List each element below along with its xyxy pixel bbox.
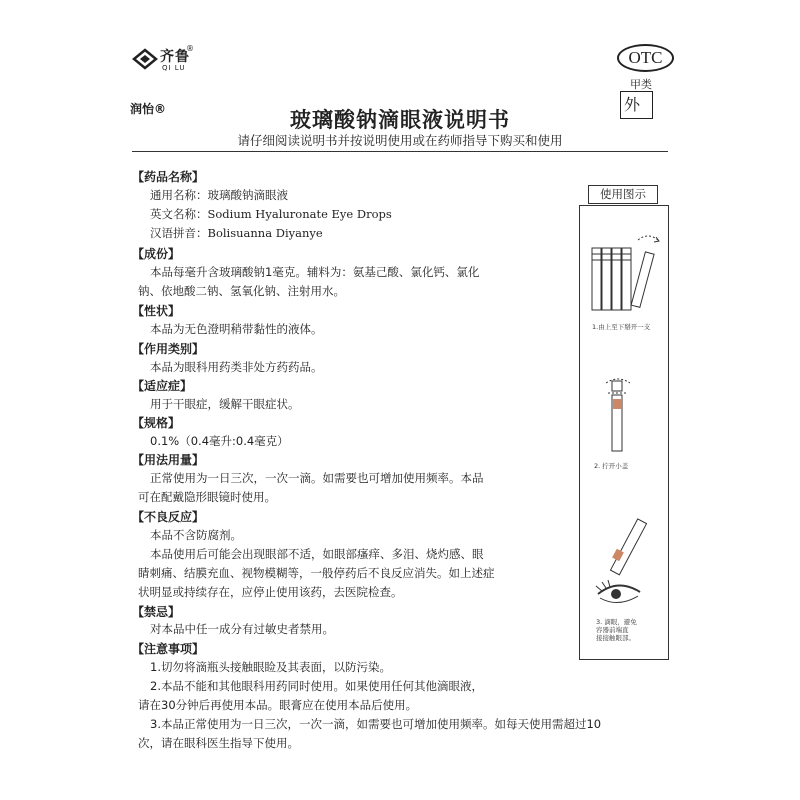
- adverse-line: 睛刺痛、结膜充血、视物模糊等，一般停药后不良反应消失。如上述症: [138, 566, 495, 580]
- section-heading-adverse: 【不良反应】: [132, 510, 205, 524]
- spec-line: 0.1%（0.4毫升:0.4毫克）: [150, 434, 289, 448]
- section-heading-category: 【作用类别】: [132, 342, 205, 356]
- step-3-caption: [596, 618, 637, 642]
- header-divider: [132, 151, 668, 152]
- drug-pinyin-name: 汉语拼音：Bolisuanna Diyanye: [150, 226, 323, 240]
- adverse-line: 状明显或持续存在，应停止使用该药，去医院检查。: [138, 585, 403, 599]
- document-title: 玻璃酸钠滴眼液说明书: [290, 108, 510, 132]
- vial-twist-icon: [598, 375, 638, 455]
- section-heading-indications: 【适应症】: [132, 379, 193, 393]
- step-3-caption-line: 3. 滴眼，避免: [596, 618, 637, 626]
- adverse-line: 本品使用后可能会出现眼部不适，如眼部瘙痒、多泪、烧灼感、眼: [150, 547, 484, 561]
- precautions-line: 请在30分钟后再使用本品。眼膏应在使用本品后使用。: [138, 698, 418, 712]
- eye-drop-icon: [594, 516, 658, 612]
- section-heading-contraindications: 【禁忌】: [132, 605, 181, 619]
- step-3-caption-line: 接接触眼部。: [596, 634, 635, 642]
- section-heading-appearance: 【性状】: [132, 304, 181, 318]
- ingredients-line: 本品每毫升含玻璃酸钠1毫克。辅料为：氨基己酸、氯化钙、氯化: [150, 265, 480, 279]
- external-use-badge: 外: [620, 91, 653, 119]
- drug-english-name: 英文名称：Sodium Hyaluronate Eye Drops: [150, 207, 392, 221]
- dosage-line: 正常使用为一日三次，一次一滴。如需要也可增加使用频率。本品: [150, 471, 484, 485]
- otc-class-label: 甲类: [630, 78, 652, 91]
- logo-english-text: QI LU: [162, 64, 186, 72]
- precautions-line: 次，请在眼科医生指导下使用。: [138, 736, 299, 750]
- section-heading-dosage: 【用法用量】: [132, 453, 205, 467]
- drug-generic-name: 通用名称：玻璃酸钠滴眼液: [150, 188, 288, 202]
- appearance-line: 本品为无色澄明稍带黏性的液体。: [150, 322, 323, 336]
- vial-strip-icon: [588, 230, 664, 322]
- step-2-caption: 2. 拧开小盖: [594, 462, 629, 470]
- indications-line: 用于干眼症，缓解干眼症状。: [150, 397, 300, 411]
- brand-name: 润怡®: [130, 102, 167, 116]
- document-subtitle: 请仔细阅读说明书并按说明使用或在药师指导下购买和使用: [237, 133, 563, 148]
- otc-badge: OTC: [617, 44, 674, 72]
- precautions-line: 2.本品不能和其他眼科用药同时使用。如果使用任何其他滴眼液，: [150, 679, 483, 693]
- qilu-logo-icon: [132, 48, 158, 70]
- precautions-line: 3.本品正常使用为一日三次，一次一滴，如需要也可增加使用频率。如每天使用需超过10: [150, 717, 602, 731]
- contraindications-line: 对本品中任一成分有过敏史者禁用。: [150, 622, 334, 636]
- section-heading-drug-name: 【药品名称】: [132, 170, 205, 184]
- logo-chinese-text: 齐鲁: [160, 49, 190, 65]
- adverse-line: 本品不含防腐剂。: [150, 528, 242, 542]
- dosage-line: 可在配戴隐形眼镜时使用。: [138, 490, 276, 504]
- step-1-caption: 1.由上至下掰开一支: [592, 323, 651, 331]
- section-heading-ingredients: 【成份】: [132, 247, 181, 261]
- logo-registered-mark: ®: [186, 44, 194, 53]
- precautions-line: 1.切勿将滴瓶头接触眼睑及其表面，以防污染。: [150, 660, 391, 674]
- usage-illustration-title: 使用图示: [588, 185, 658, 204]
- section-heading-precautions: 【注意事项】: [132, 642, 205, 656]
- category-line: 本品为眼科用药类非处方药药品。: [150, 360, 323, 374]
- step-3-caption-line: 容器前端直: [596, 626, 629, 634]
- ingredients-line: 钠、依地酸二钠、氢氧化钠、注射用水。: [138, 284, 345, 298]
- section-heading-spec: 【规格】: [132, 416, 181, 430]
